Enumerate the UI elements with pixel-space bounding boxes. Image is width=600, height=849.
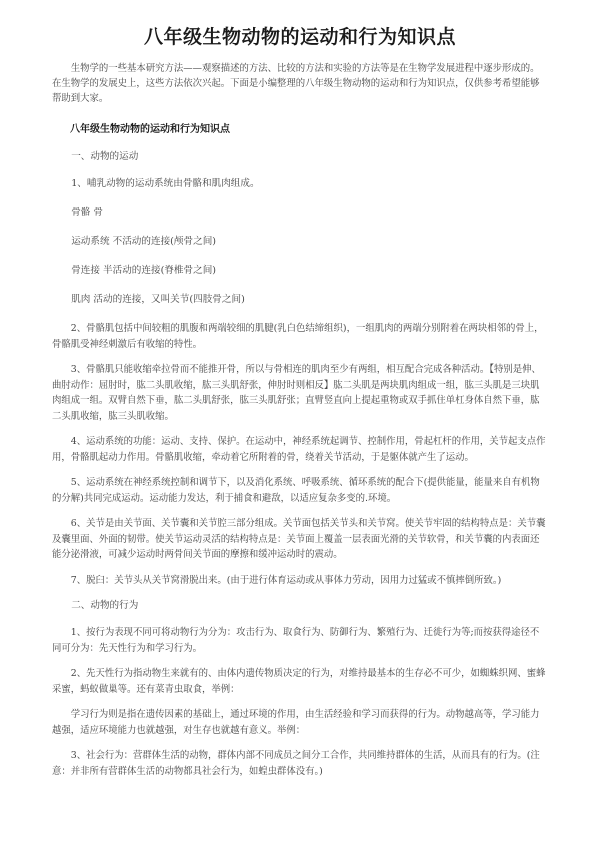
paragraph-14: 学习行为则是指在遗传因素的基础上，通过环境的作用，由生活经验和学习而获得的行为。动物越高等，学习能力越强，适应环境能力也就越强，对生存也就越有意义。举例： — [52, 709, 540, 736]
paragraph-11: 7、脱臼：关节头从关节窝滑脱出来。(由于进行体育运动或从事体力劳动，因用力过猛或不慎摔倒所致。) — [70, 574, 502, 586]
paragraph-7: 3、骨骼肌只能收缩牵拉骨而不能推开骨，所以与骨相连的肌肉至少有两组，相互配合完成各种活动。【特别是伸、曲肘动作：屈肘时，肱二头肌收缩，肱三头肌舒张，伸肘时则相反】肱二头肌是两块肌肉组成一组，肱三头肌是三块肌肉组成一组。双臂自然下垂，肱二头肌舒张，肱三头肌舒张；直臂竖直向上提起重物或双手抓住单杠身体自然下垂，肱二头肌收缩，肱三头肌收缩。 — [52, 364, 541, 422]
paragraph-10: 6、关节是由关节面、关节囊和关节腔三部分组成。关节面包括关节头和关节窝。使关节牢固的结构特点是：关节囊及囊里面、外面的韧带。使关节运动灵活的结构特点是：关节面上覆盖一层表面光滑的关节软骨，和关节囊的内表面还能分泌滑液，可减少运动时两骨间关节面的摩擦和缓冲运动时的震动。 — [52, 518, 546, 560]
paragraph-8: 4、运动系统的功能：运动、支持、保护。在运动中，神经系统起调节、控制作用，骨起杠杆的作用，关节起支点作用，骨骼肌起动力作用。骨骼肌收缩，牵动着它所附着的骨，绕着关节活动，于是躯体就产生了运动。 — [52, 436, 546, 463]
paragraph-4: 骨连接 半活动的连接(脊椎骨之间) — [71, 265, 217, 276]
paragraph-12: 1、按行为表现不同可将动物行为分为：攻击行为、取食行为、防御行为、繁殖行为、迁徙行为等;而按获得途径不同可分为：先天性行为和学习行为。 — [52, 627, 540, 654]
paragraph-3: 运动系统 不活动的连接(颅骨之间) — [71, 236, 217, 247]
paragraph-2: 骨骼 骨 — [71, 207, 104, 218]
paragraph-13: 2、先天性行为指动物生来就有的、由体内遗传物质决定的行为，对维持最基本的生存必不可少，如蜘蛛织网、蜜蜂采蜜，蚂蚁做巢等。还有菜青虫取食，举例： — [52, 668, 546, 695]
paragraph-15: 3、社会行为：营群体生活的动物，群体内部不同成员之间分工合作，共同维持群体的生活，从而具有的行为。(注意：并非所有营群体生活的动物都具社会行为，如蝗虫群体没有。) — [52, 750, 540, 777]
paragraph-6: 2、骨骼肌包括中间较粗的肌腹和两端较细的肌腱(乳白色结缔组织)，一组肌肉的两端分别附着在两块相邻的骨上，骨骼肌受神经刺激后有收缩的特性。 — [52, 323, 544, 350]
section-subtitle: 八年级生物动物的运动和行为知识点 — [70, 124, 230, 135]
paragraph-9: 5、运动系统在神经系统控制和调节下，以及消化系统、呼吸系统、循环系统的配合下(提供能量，能量来自有机物的分解)共同完成运动。运动能力发达，利于捕食和避敌，以适应复杂多变的.环境。 — [52, 477, 540, 504]
intro-paragraph: 生物学的一些基本研究方法——观察描述的方法、比较的方法和实验的方法等是在生物学发展进程中逐步形成的。在生物学的发展史上，这些方法依次兴起。下面是小编整理的八年级生物动物的运动和行为知识点，仅供参考希望能够帮助到大家。 — [52, 63, 540, 104]
page-title: 八年级生物动物的运动和行为知识点 — [143, 26, 456, 48]
section-heading-behavior: 二、动物的行为 — [71, 600, 139, 611]
section-heading-movement: 一、动物的运动 — [71, 151, 139, 162]
paragraph-1: 1、哺乳动物的运动系统由骨骼和肌肉组成。 — [71, 178, 260, 189]
paragraph-5: 肌肉 活动的连接，又叫关节(四肢骨之间) — [71, 294, 245, 305]
